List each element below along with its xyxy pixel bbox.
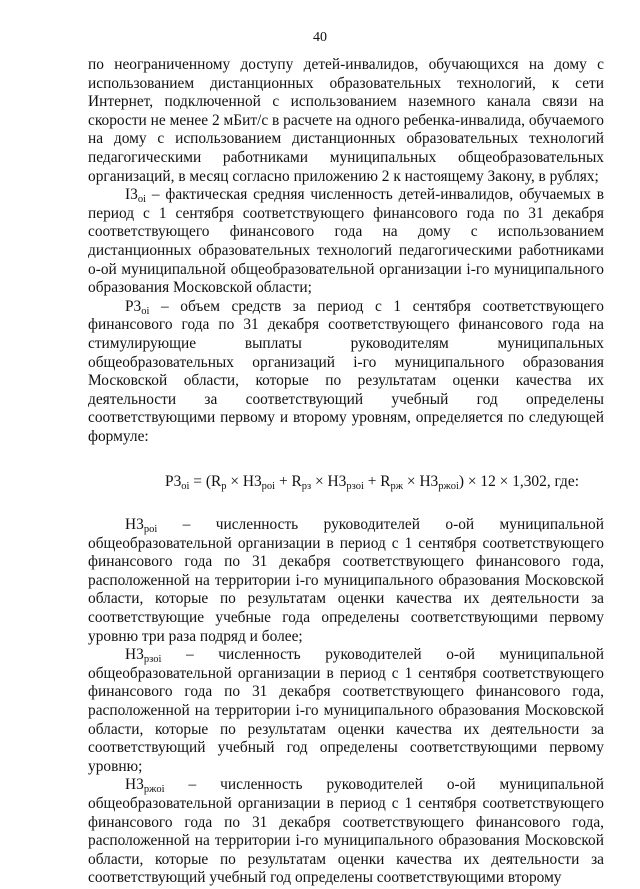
formula-subscript: oi [181, 481, 190, 493]
formula-term: + R [363, 473, 391, 491]
symbol-subscript: pжoi [143, 784, 165, 796]
symbol-subscript: pзoi [143, 654, 162, 666]
paragraph-i3-definition [88, 186, 604, 298]
formula-term: + R [275, 473, 302, 491]
formula-term: × Н3 [311, 473, 347, 491]
symbol-i3: I3 [125, 186, 138, 204]
formula-subscript: pж [390, 481, 404, 493]
definition-text: – фактическая средняя численность детей-инвалидов, обучаемых в период с 1 сентября соответствующего финансового года по 31 декабря соответствующего финансового года на дому с использованием дистанционных образовательных технологий педагогическими работниками o-ой муниципальной общеобразовательной организации i-го муниципального образования Московской области; [88, 186, 604, 297]
formula-term: = (R [189, 473, 222, 491]
symbol-subscript: poi [143, 524, 158, 536]
symbol-nz: Н3 [125, 516, 144, 534]
paragraph-nz-pzoi-definition [88, 646, 604, 776]
definition-text: – численность руководителей o-ой муниципальной общеобразовательной организации в период с 1 сентября соответствующего финансового года по 31 декабря соответствующего финансового года, расположенной на территории i-го муниципального образования Московской области, которые по результатам оценки качества их деятельности за соответствующий учебный год определены соответствующими второму [88, 776, 604, 887]
page-number: 40 [313, 30, 327, 45]
paragraph-continuation: по неограниченному доступу детей-инвалидов, обучающихся на дому с использованием дистанционных образовательных технологий, к сети Интернет, подключенной с использованием наземного канала связи на скорости не менее 2 мБит/с в расчете на одного ребенка-инвалида, обучаемого на дому с использованием дистанционных образовательных технологий педагогическими работниками муниципальных общеобразовательных организаций, в месяц согласно приложению 2 к настоящему Закону, в рублях; [88, 56, 604, 185]
formula [88, 473, 604, 492]
formula-term: ) × 12 × 1,302, где: [458, 473, 579, 491]
formula-lhs: P3 [165, 473, 182, 491]
paragraph-nz-poi-definition [88, 516, 604, 646]
definition-text: – объем средств за период с 1 сентября соответствующего финансового года по 31 декабря соответствующего финансового года на стимулирующие выплаты руководителям муниципальных общеобразовательных организаций i-го муниципального образования Московской области, которые по результатам оценки качества их деятельности за соответствующий учебный год определены соответствующими первому и второму уровням, определяется по следующей формуле: [88, 297, 604, 445]
symbol-p3: P3 [125, 297, 142, 315]
formula-term: × Н3 [226, 473, 262, 491]
formula-subscript: pжoi [438, 481, 459, 493]
definition-text: – численность руководителей o-ой муниципальной общеобразовательной организации в период с 1 сентября соответствующего финансового года по 31 декабря соответствующего финансового года, расположенной на территории i-го муниципального образования Московской области, которые по результатам оценки качества их деятельности за соответствующие учебные года определены соответствующими первому уровню три раза подряд и более; [88, 516, 604, 645]
formula-subscript: p [221, 481, 227, 493]
paragraph-p3-definition [88, 298, 604, 447]
symbol-nz: Н3 [125, 646, 144, 664]
symbol-subscript: oi [141, 305, 150, 317]
formula-subscript: poi [261, 481, 276, 493]
formula-subscript: pзoi [346, 481, 364, 493]
formula-subscript: pз [301, 481, 312, 493]
formula-term: × Н3 [403, 473, 439, 491]
definition-text: – численность руководителей o-ой муниципальной общеобразовательной организации в период с 1 сентября соответствующего финансового года по 31 декабря соответствующего финансового года, расположенной на территории i-го муниципального образования Московской области, которые по результатам оценки качества их деятельности за соответствующий учебный год определены соответствующими первому уровню; [88, 646, 604, 775]
symbol-subscript: oi [137, 194, 146, 206]
symbol-nz: Н3 [125, 776, 144, 794]
document-body [88, 56, 604, 888]
paragraph-nz-pzhoi-definition [88, 776, 604, 888]
